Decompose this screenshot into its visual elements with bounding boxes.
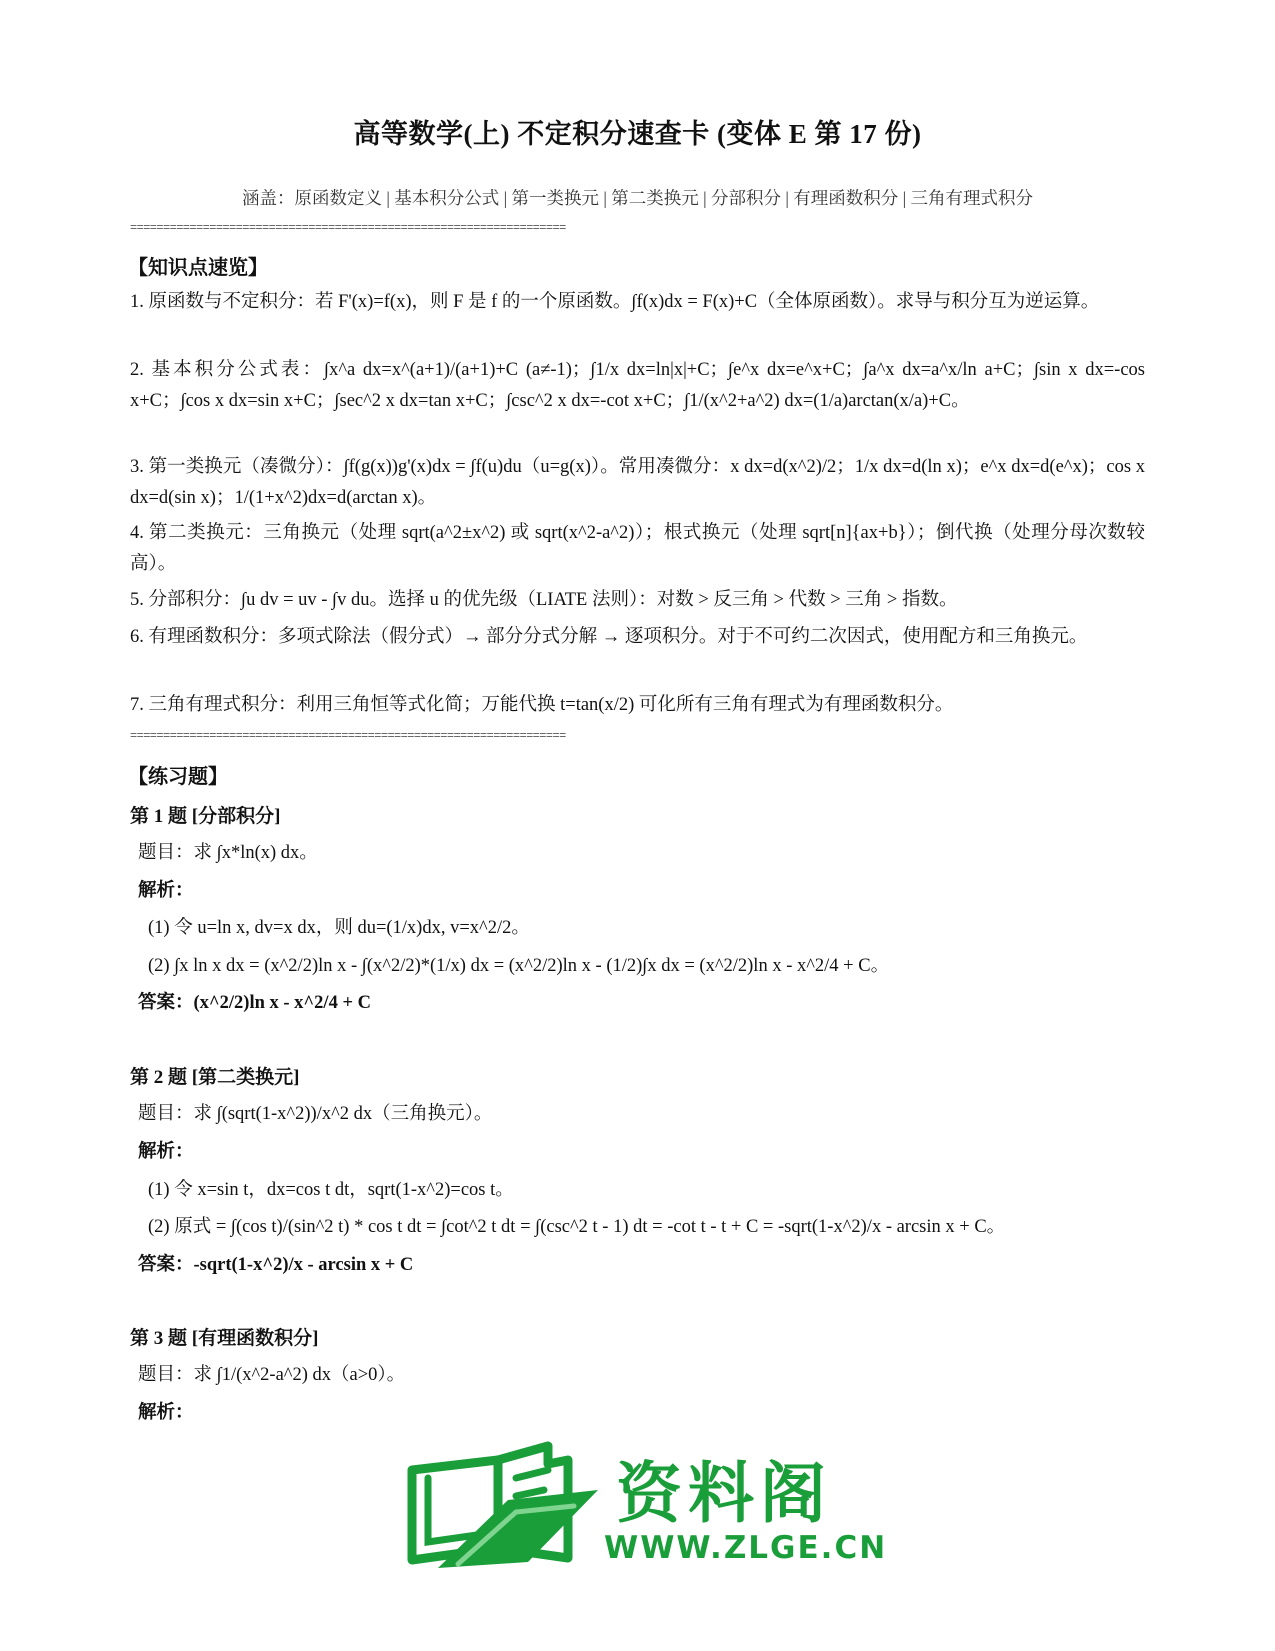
question-1-step-2: (2) ∫x ln x dx = (x^2/2)ln x - ∫(x^2/2)*(1/x) dx = (x^2/2)ln x - (1/2)∫x dx = (x^2/2)ln x - x^2/4 + C。 xyxy=(148,956,890,976)
question-1-analysis-label: 解析： xyxy=(138,881,194,901)
knowledge-item-4: 4. 第二类换元：三角换元（处理 sqrt(a^2±x^2) 或 sqrt(x^2-a^2)）；根式换元（处理 sqrt[n]{ax+b}）；倒代换（处理分母次数较高）。 xyxy=(130,523,1145,574)
question-2-text: 题目：求 ∫(sqrt(1-x^2))/x^2 dx（三角换元）。 xyxy=(138,1104,493,1124)
question-2-step-2: (2) 原式 = ∫(cos t)/(sin^2 t) * cos t dt = ∫cot^2 t dt = ∫(csc^2 t - 1) dt = -cot t - t + C = -sqrt(1-x^2)/x - arcsin x + C。 xyxy=(148,1217,1006,1237)
question-2-title: 第 2 题 [第二类换元] xyxy=(130,1067,300,1088)
question-3-analysis-label: 解析： xyxy=(138,1403,194,1423)
page-subtitle: 涵盖：原函数定义 | 基本积分公式 | 第一类换元 | 第二类换元 | 分部积分 | 有理函数积分 | 三角有理式积分 xyxy=(241,188,1034,208)
question-1-step-1: (1) 令 u=ln x, dv=x dx，则 du=(1/x)dx, v=x^2/2。 xyxy=(148,918,530,938)
watermark xyxy=(398,1440,888,1580)
knowledge-item-7: 7. 三角有理式积分：利用三角恒等式化简；万能代换 t=tan(x/2) 可化所有三角有理式为有理函数积分。 xyxy=(130,695,954,715)
knowledge-item-1: 1. 原函数与不定积分：若 F'(x)=f(x)，则 F 是 f 的一个原函数。∫f(x)dx = F(x)+C（全体原函数）。求导与积分互为逆运算。 xyxy=(130,292,1100,312)
watermark-name: 资料阁 xyxy=(616,1455,832,1532)
knowledge-heading: 【知识点速览】 xyxy=(128,257,268,279)
knowledge-item-6: 6. 有理函数积分：多项式除法（假分式）→ 部分分式分解 → 逐项积分。对于不可约二次因式，使用配方和三角换元。 xyxy=(130,627,1088,647)
divider-top: ================================================================== xyxy=(130,221,566,235)
divider-middle: ================================================================== xyxy=(130,729,566,743)
question-2-answer: 答案：-sqrt(1-x^2)/x - arcsin x + C xyxy=(138,1255,414,1275)
question-2-step-1: (1) 令 x=sin t，dx=cos t dt，sqrt(1-x^2)=cos t。 xyxy=(148,1180,514,1200)
question-2-analysis-label: 解析： xyxy=(138,1142,194,1162)
knowledge-item-2: 2. 基本积分公式表：∫x^a dx=x^(a+1)/(a+1)+C (a≠-1)；∫1/x dx=ln|x|+C；∫e^x dx=e^x+C；∫a^x dx=a^x/ln a+C；∫sin x dx=-cos x+C；∫cos x dx=sin x+C；∫sec^2 x dx=tan x+C；∫csc^2 x dx=-cot x+C；∫1/(x^2+a^2) dx=(1/a)arctan(x/a)+C。 xyxy=(130,360,1145,411)
question-3-text: 题目：求 ∫1/(x^2-a^2) dx（a>0）。 xyxy=(138,1365,406,1385)
practice-heading: 【练习题】 xyxy=(128,766,228,788)
knowledge-item-5: 5. 分部积分：∫u dv = uv - ∫v du。选择 u 的优先级（LIATE 法则）：对数 > 反三角 > 代数 > 三角 > 指数。 xyxy=(130,590,958,610)
watermark-url: WWW.ZLGE.CN xyxy=(604,1530,888,1566)
question-1-answer: 答案：(x^2/2)ln x - x^2/4 + C xyxy=(138,993,371,1013)
question-3-title: 第 3 题 [有理函数积分] xyxy=(130,1328,319,1349)
knowledge-item-3: 3. 第一类换元（凑微分）：∫f(g(x))g'(x)dx = ∫f(u)du（u=g(x)）。常用凑微分：x dx=d(x^2)/2；1/x dx=d(ln x)；e^x dx=d(e^x)；cos x dx=d(sin x)；1/(1+x^2)dx=d(arctan x)。 xyxy=(130,457,1145,508)
book-logo-icon xyxy=(398,1440,608,1580)
question-1-title: 第 1 题 [分部积分] xyxy=(130,806,281,827)
page-title: 高等数学(上) 不定积分速查卡 (变体 E 第 17 份) xyxy=(353,119,922,149)
question-1-text: 题目：求 ∫x*ln(x) dx。 xyxy=(138,843,318,863)
